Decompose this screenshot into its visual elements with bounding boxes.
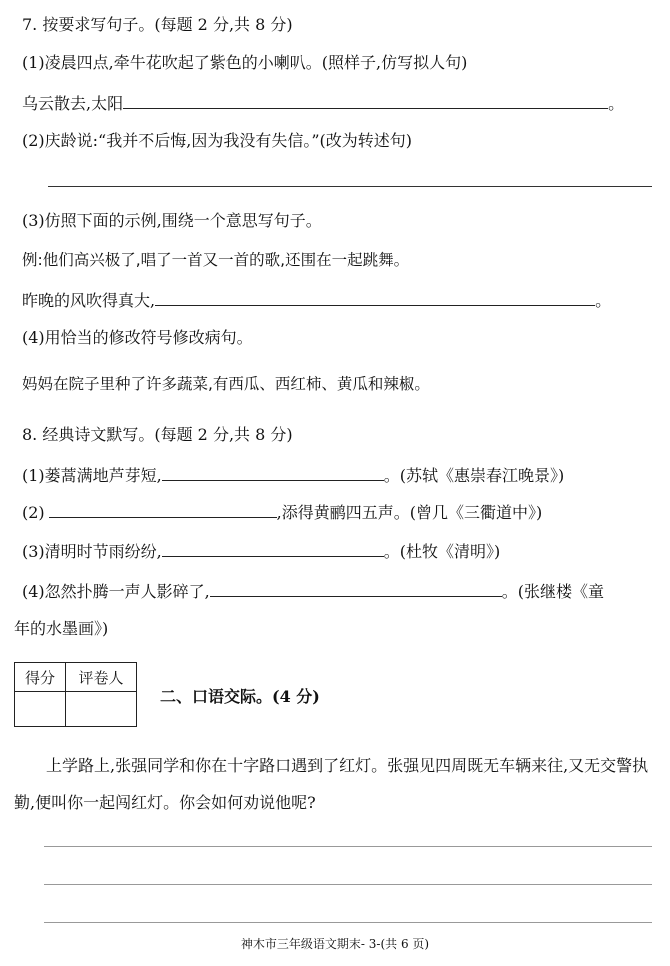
section2-body: 上学路上,张强同学和你在十字路口遇到了红灯。张强见四周既无车辆来往,又无交警执勤,便叫你一起闯红灯。你会如何劝说他呢? [14,756,649,812]
q7-part3-answer-line: 昨晚的风吹得真大, 。 [22,291,612,310]
answer-line-1[interactable] [44,846,652,847]
score-box [14,662,137,727]
grader-label: 评卷人 [66,663,137,692]
q7-part2: (2)庆龄说:“我并不后悔,因为我没有失信。”(改为转述句) [22,131,412,150]
q8-line1: (1)蒌蒿满地芦芽短, 。(苏轼《惠崇春江晚景》) [22,466,565,485]
q8-line1-blank[interactable] [162,464,384,481]
q8-line4-blank[interactable] [210,580,502,597]
q7-part1: (1)凌晨四点,牵牛花吹起了紫色的小喇叭。(照样子,仿写拟人句) [22,53,468,72]
q7-part1-blank[interactable] [123,92,608,109]
score-cell[interactable] [15,692,66,727]
q8-heading: 8. 经典诗文默写。(每题 2 分,共 8 分) [22,425,293,444]
q8-line4: (4)忽然扑腾一声人影碎了, 。(张继楼《童 [22,582,605,601]
q7-heading: 7. 按要求写句子。(每题 2 分,共 8 分) [22,15,293,34]
answer-line-2[interactable] [44,884,652,885]
q8-line2: (2) ,添得黄鹂四五声。(曾几《三衢道中》) [22,503,543,522]
q8-line3-blank[interactable] [162,540,384,557]
page-footer: 神木市三年级语文期末- 3-(共 6 页) [240,937,430,951]
q7-part3-prompt: 昨晚的风吹得真大, [22,291,156,310]
q7-part2-answer-blank[interactable] [48,186,652,187]
q7-part4: (4)用恰当的修改符号修改病句。 [22,328,253,347]
answer-line-3[interactable] [44,922,652,923]
q7-part4-sentence: 妈妈在院子里种了许多蔬菜,有西瓜、西红柿、黄瓜和辣椒。 [22,375,430,393]
q8-line4-continuation: 年的水墨画》) [14,619,109,638]
q7-part3: (3)仿照下面的示例,围绕一个意思写句子。 [22,211,322,230]
grader-cell[interactable] [66,692,137,727]
q7-part3-blank[interactable] [155,289,595,306]
q8-line2-blank[interactable] [49,501,277,518]
score-label: 得分 [15,663,66,692]
section2-heading: 二、口语交际。(4 分) [160,687,320,706]
q7-part1-prompt: 乌云散去,太阳 [22,94,124,113]
q7-part3-example: 例:他们高兴极了,唱了一首又一首的歌,还围在一起跳舞。 [22,251,410,269]
q8-line3: (3)清明时节雨纷纷, 。(杜牧《清明》) [22,542,501,561]
q7-part1-answer-line: 乌云散去,太阳 。 [22,94,625,113]
